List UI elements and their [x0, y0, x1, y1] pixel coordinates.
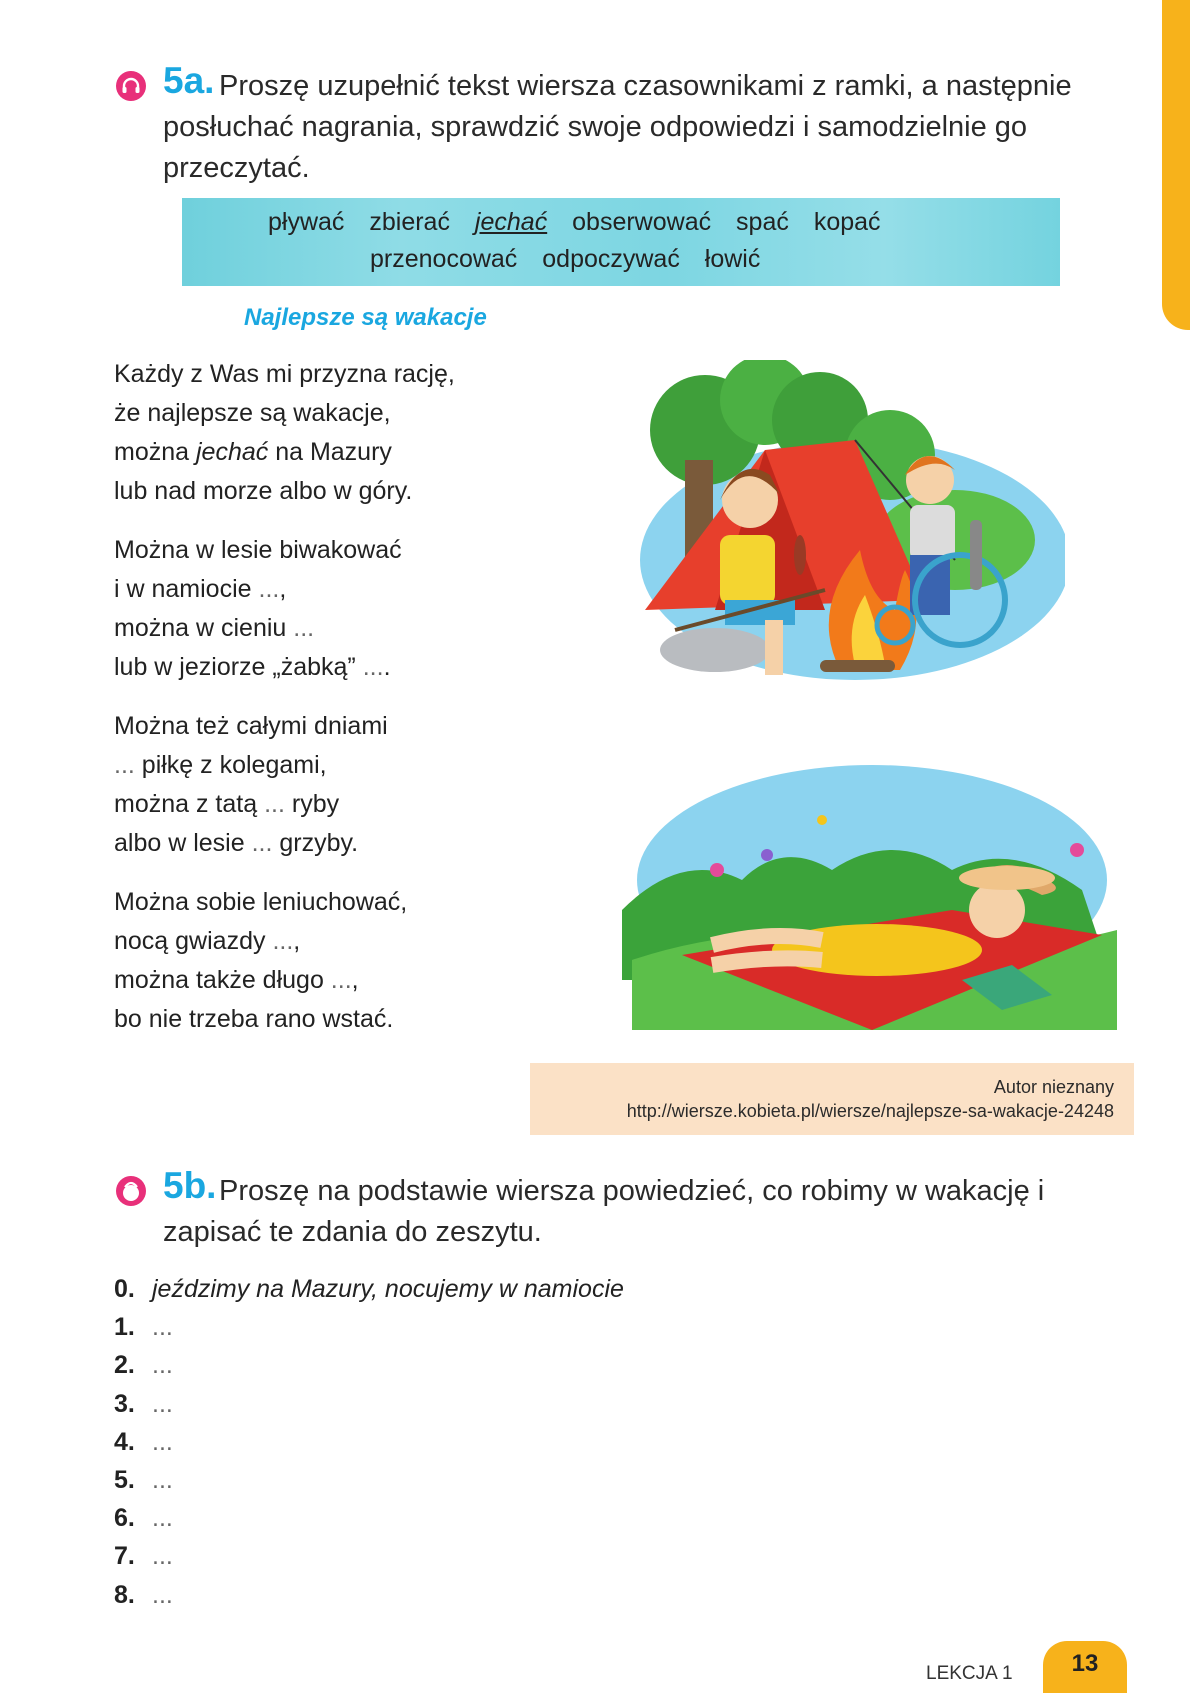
task-instruction: Proszę uzupełnić tekst wiersza czasownikami z ramki, a następnie posłuchać nagrania, sprawdzić swoje odpowiedzi i samodzielnie go przeczytać.: [163, 70, 1072, 184]
poem-line: i w namiocie ...,: [114, 575, 287, 603]
lesson-label: LEKCJA 1: [926, 1663, 1013, 1684]
verb: kopać: [813, 208, 881, 236]
stanza-3: [114, 707, 455, 863]
answer-list: [114, 1270, 624, 1614]
source-url: http://wiersze.kobieta.pl/wiersze/najlepsze-sa-wakacje-24248: [626, 1101, 1114, 1121]
task-number: 5b.: [163, 1165, 217, 1206]
poem-line: albo w lesie ... grzyby.: [114, 829, 359, 857]
poem-line: ... piłkę z kolegami,: [114, 751, 327, 779]
stanza-1: [114, 355, 455, 511]
poem-line: lub w jeziorze „żabką” ....: [114, 653, 391, 681]
verb-box: [182, 198, 1060, 286]
verb: łowić: [704, 245, 761, 273]
poem-line: Można też całymi dniami: [114, 712, 388, 740]
verb-row-2: [370, 245, 778, 274]
headphones-icon: [115, 70, 147, 102]
verb: przenocować: [370, 245, 518, 273]
page-number: 13: [1043, 1641, 1127, 1693]
poem-line: można jechać na Mazury: [114, 438, 392, 466]
poem-line: Można w lesie biwakować: [114, 536, 402, 564]
verb: obserwować: [572, 208, 712, 236]
source-author: Autor nieznany: [993, 1077, 1114, 1097]
answer-row: 6. ...: [114, 1504, 173, 1533]
poem-title: Najlepsze są wakacje: [244, 304, 487, 331]
answer-row: 4. ...: [114, 1427, 173, 1456]
poem-line: lub nad morze albo w góry.: [114, 477, 413, 505]
answer-row: 5. ...: [114, 1465, 173, 1494]
stanza-2: [114, 531, 455, 687]
task-instruction: Proszę na podstawie wiersza powiedzieć, co robimy w wakację i zapisać te zdania do zeszytu.: [163, 1175, 1045, 1248]
stanza-4: [114, 883, 455, 1039]
poem-line: Każdy z Was mi przyzna rację,: [114, 360, 455, 388]
source-box: [530, 1063, 1134, 1135]
task-number: 5a.: [163, 60, 215, 101]
task-5b: [115, 1165, 1115, 1253]
poem-line: można z tatą ... ryby: [114, 790, 340, 818]
verb-example: jechać: [474, 208, 548, 236]
relaxing-illustration: [622, 760, 1127, 1050]
poem-line: nocą gwiazdy ...,: [114, 927, 301, 955]
verb: spać: [736, 208, 789, 236]
task-5a: [115, 60, 1115, 189]
chapter-tab: [1162, 0, 1190, 330]
answer-row: 1. ...: [114, 1313, 173, 1342]
answer-row: 3. ...: [114, 1389, 173, 1418]
answer-row: 2. ...: [114, 1351, 173, 1380]
poem-line: bo nie trzeba rano wstać.: [114, 1005, 394, 1033]
answer-row: 8. ...: [114, 1580, 173, 1609]
poem-line: można w cieniu ...: [114, 614, 315, 642]
poem-line: Można sobie leniuchować,: [114, 888, 408, 916]
verb: odpoczywać: [542, 245, 680, 273]
answer-row: 7. ...: [114, 1542, 173, 1571]
verb: pływać: [268, 208, 345, 236]
speaking-head-icon: [115, 1175, 147, 1207]
verb: zbierać: [369, 208, 450, 236]
poem-line: można także długo ...,: [114, 966, 359, 994]
verb-row-1: [268, 208, 899, 237]
poem: [114, 355, 455, 1059]
poem-line: że najlepsze są wakacje,: [114, 399, 391, 427]
answer-row: 0. jeździmy na Mazury, nocujemy w namiocie: [114, 1275, 624, 1303]
camping-illustration: [625, 360, 1065, 705]
